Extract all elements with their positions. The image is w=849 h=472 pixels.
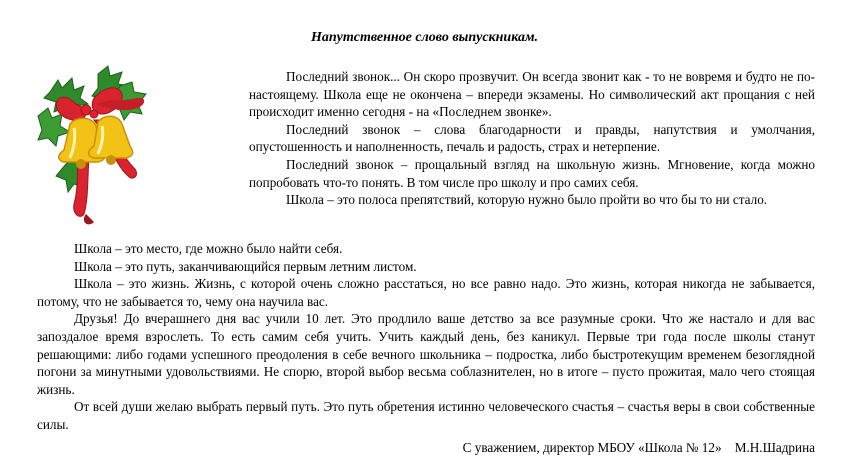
paragraph: Друзья! До вчерашнего дня вас учили 10 лет. Это продлило ваше детство за все разумные сроки. Что же настало и для вас запоздалое время взрослеть. То есть самим себя учить. Учить каждый день, без каникул. Первые три года после школы станут решающими: либо годами успешного преодоления в себе вечного школьника – подростка, либо быстротекущим временем безоглядной погони за минутными удовольствиями. Не спорю, второй выбор весьма соблазнителен, но в итоге – пусто прожитая, мало чего стоящая жизнь.: [37, 311, 815, 397]
signature: С уважением, директор МБОУ «Школа № 12» М.Н.Шадрина: [462, 440, 815, 455]
paragraph: Последний звонок – прощальный взгляд на школьную жизнь. Мгновение, когда можно попробовать что-то понять. В том числе про школу и про самих себя.: [249, 156, 815, 190]
paragraph: Последний звонок – слова благодарности и правды, напутствия и умолчания, опустошенность и наполненность, печаль и радость, страх и нетерпение.: [249, 121, 815, 155]
paragraph: Школа – это полоса препятствий, которую нужно было пройти во что бы то ни стало.: [286, 192, 768, 208]
body-text-block: [37, 240, 815, 434]
paragraph: Школа – это место, где можно было найти себя.: [74, 241, 343, 256]
paragraph: Школа – это жизнь. Жизнь, с которой очень сложно расстаться, но все равно надо. Это жизнь, которая никогда не забывается, потому, что не забывается то, чему она научила вас.: [37, 276, 815, 309]
intro-text-block: [249, 68, 815, 209]
christmas-bells-icon: [36, 64, 148, 228]
document-title: Напутственное слово выпускникам.: [310, 30, 539, 45]
paragraph: От всей души желаю выбрать первый путь. Это путь обретения истинно человеческого счастья – счастья веры в свои собственные силы.: [37, 399, 815, 432]
paragraph: Последний звонок... Он скоро прозвучит. Он всегда звонит как - то не вовремя и будто не по-настоящему. Школа еще не окончена – впереди экзамены. Но символический акт прощания с ней происходит именно сегодня - на «Последнем звонке».: [249, 69, 815, 120]
paragraph: Школа – это путь, заканчивающийся первым летним листом.: [74, 258, 417, 274]
